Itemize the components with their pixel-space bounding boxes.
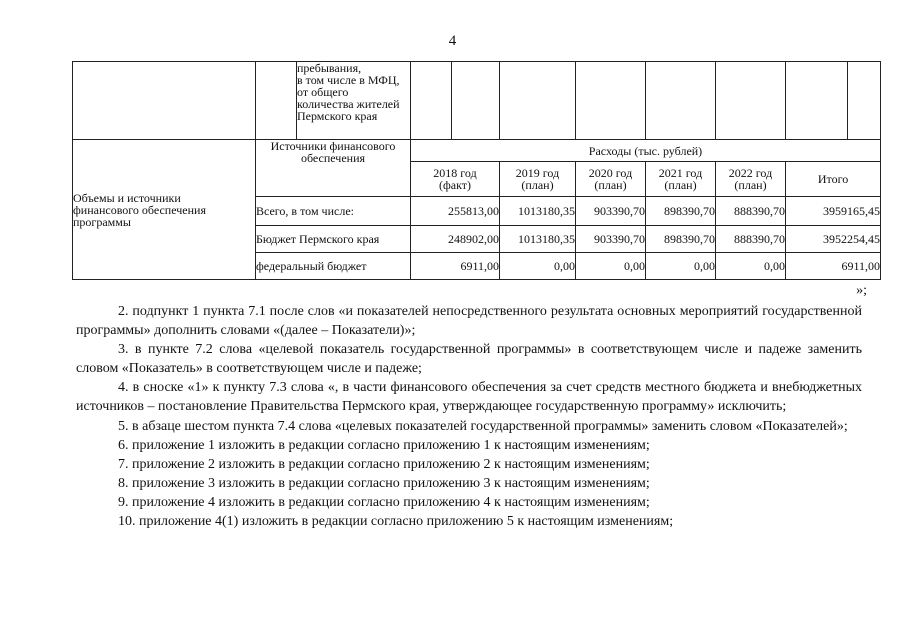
financing-table (72, 61, 881, 280)
amendment-item: 7. приложение 2 изложить в редакции согласно приложению 2 к настоящим изменениям; (118, 456, 650, 472)
cell-empty (73, 62, 256, 140)
value-cell: 6911,00 (411, 253, 500, 280)
cell-empty (411, 62, 452, 140)
amendment-item: 5. в абзаце шестом пункта 7.4 слова «целевых показателей государственной программы» заменить словом «Показателей»; (118, 418, 848, 434)
cell-empty (256, 62, 297, 140)
cell-empty (576, 62, 646, 140)
amendment-item: 8. приложение 3 изложить в редакции согласно приложению 3 к настоящим изменениям; (118, 475, 650, 491)
value-cell: 0,00 (576, 253, 646, 280)
expenses-header: Расходы (тыс. рублей) (411, 140, 881, 162)
amendment-item: 10. приложение 4(1) изложить в редакции согласно приложению 5 к настоящим изменениям; (118, 514, 674, 530)
value-cell: 888390,70 (716, 226, 786, 253)
value-cell: 0,00 (500, 253, 576, 280)
table-header-row (73, 140, 881, 162)
value-cell: 898390,70 (646, 197, 716, 226)
value-cell: 3959165,45 (786, 197, 881, 226)
table-row-continuation (73, 62, 881, 140)
cell-empty (646, 62, 716, 140)
year-header: 2022 год (план) (716, 162, 786, 197)
amendment-item: 9. приложение 4 изложить в редакции согласно приложению 4 к настоящим изменениям; (118, 494, 650, 510)
year-header: 2019 год (план) (500, 162, 576, 197)
value-cell: 6911,00 (786, 253, 881, 280)
cell-empty (500, 62, 576, 140)
year-header: 2021 год (план) (646, 162, 716, 197)
value-cell: 898390,70 (646, 226, 716, 253)
section-label: Объемы и источники финансового обеспечения программы (73, 140, 256, 280)
amendment-item: 3. в пункте 7.2 слова «целевой показатель государственной программы» в соответствующем числе и падеже заменить словом «Показатель» в соответствующем числе и падеже; (76, 342, 862, 377)
row-label: федеральный бюджет (256, 253, 411, 280)
cell-empty (848, 62, 881, 140)
value-cell: 888390,70 (716, 197, 786, 226)
row-label: Всего, в том числе: (256, 197, 411, 226)
closing-quote-mark: »; (856, 283, 867, 298)
cell-empty (452, 62, 500, 140)
year-header: 2020 год (план) (576, 162, 646, 197)
indicator-description: пребывания, в том числе в МФЦ, от общего количества жителей Пермского края (297, 62, 411, 140)
amendment-item: 2. подпункт 1 пункта 7.1 после слов «и показателей непосредственного результата основных мероприятий государственной программы» дополнить словами «(далее – Показатели)»; (76, 304, 862, 339)
cell-empty (786, 62, 848, 140)
value-cell: 0,00 (716, 253, 786, 280)
value-cell: 255813,00 (411, 197, 500, 226)
amendment-item: 6. приложение 1 изложить в редакции согласно приложению 1 к настоящим изменениям; (118, 437, 650, 453)
amendment-list (76, 302, 862, 531)
year-header: 2018 год (факт) (411, 162, 500, 197)
value-cell: 903390,70 (576, 197, 646, 226)
value-cell: 0,00 (646, 253, 716, 280)
amendment-item: 4. в сноске «1» к пункту 7.3 слова «, в части финансового обеспечения за счет средств местного бюджета и внебюджетных источников – постановление Правительства Пермского края, утверждающее государственную программу» исключить; (76, 380, 862, 415)
total-header: Итого (786, 162, 881, 197)
value-cell: 248902,00 (411, 226, 500, 253)
value-cell: 903390,70 (576, 226, 646, 253)
sources-header: Источники финансового обеспечения (256, 140, 411, 197)
page-number: 4 (448, 33, 457, 49)
cell-empty (716, 62, 786, 140)
value-cell: 3952254,45 (786, 226, 881, 253)
row-label: Бюджет Пермского края (256, 226, 411, 253)
value-cell: 1013180,35 (500, 197, 576, 226)
value-cell: 1013180,35 (500, 226, 576, 253)
